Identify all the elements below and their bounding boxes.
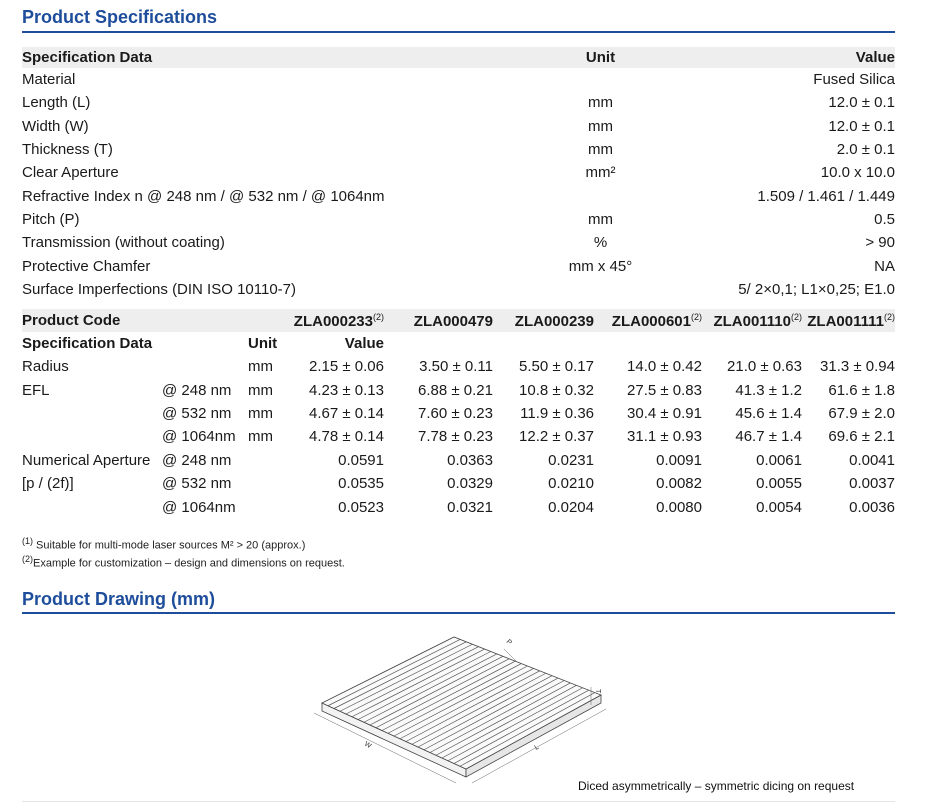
specification-table xyxy=(22,47,895,301)
spec-cell-label: Width (W) xyxy=(22,117,89,135)
pitch-label: P xyxy=(504,638,513,647)
spec-cell-value: NA xyxy=(874,257,895,275)
product-drawing xyxy=(306,617,614,803)
row-value: 4.23 ± 0.13 xyxy=(309,381,384,399)
row-value: 0.0055 xyxy=(756,475,802,493)
row-value: 0.0329 xyxy=(447,475,493,493)
title-underline xyxy=(22,31,895,33)
spec-cell-value: 0.5 xyxy=(874,210,895,228)
spec-cell-unit: mm xyxy=(588,94,613,112)
row-value: 0.0210 xyxy=(548,475,594,493)
spec-cell-unit: mm² xyxy=(585,164,616,182)
spec-cell-label: Protective Chamfer xyxy=(22,257,151,275)
row-value: 6.88 ± 0.21 xyxy=(418,381,493,399)
spec-header-label: Specification Data xyxy=(22,49,153,66)
row-value: 61.6 ± 1.8 xyxy=(828,381,895,399)
product-code-footnote: (2) xyxy=(373,311,384,322)
row-value: 0.0231 xyxy=(548,451,594,469)
spec-row xyxy=(22,91,895,114)
spec-row xyxy=(22,68,895,91)
row-value: 10.8 ± 0.32 xyxy=(519,381,594,399)
row-unit: mm xyxy=(248,428,273,446)
row-value: 5.50 ± 0.17 xyxy=(519,358,594,376)
row-value: 0.0535 xyxy=(338,475,384,493)
row-value: 41.3 ± 1.2 xyxy=(735,381,802,399)
row-condition: @ 248 nm xyxy=(162,381,232,399)
row-value: 0.0036 xyxy=(849,498,895,516)
spec-cell-label: Transmission (without coating) xyxy=(22,234,225,252)
product-spec-header-row xyxy=(22,332,895,355)
row-value: 0.0037 xyxy=(849,475,895,493)
product-code-cell xyxy=(802,312,895,330)
spec-row xyxy=(22,254,895,277)
lens-array-drawing xyxy=(306,617,614,803)
row-value: 31.1 ± 0.93 xyxy=(627,428,702,446)
spec-cell-value: > 90 xyxy=(865,234,895,252)
row-unit: mm xyxy=(248,381,273,399)
spec-row xyxy=(22,138,895,161)
spec-row xyxy=(22,278,895,301)
footnote-text: Example for customization – design and dimensions on request. xyxy=(33,557,345,570)
product-data-row xyxy=(22,472,895,495)
row-value: 0.0061 xyxy=(756,451,802,469)
product-code: ZLA000601 xyxy=(611,312,691,330)
row-value: 46.7 ± 1.4 xyxy=(735,428,802,446)
row-value: 4.78 ± 0.14 xyxy=(309,428,384,446)
drawing-caption: Diced asymmetrically – symmetric dicing on request xyxy=(578,779,855,793)
spec-cell-unit: mm x 45° xyxy=(568,257,633,275)
row-value: 0.0054 xyxy=(756,498,802,516)
row-value: 0.0204 xyxy=(548,498,594,516)
row-label: EFL xyxy=(22,381,50,399)
footnote-2 xyxy=(22,554,345,572)
spec-cell-value: 2.0 ± 0.1 xyxy=(836,141,895,159)
spec-cell-value: 10.0 x 10.0 xyxy=(820,164,895,182)
product-code: ZLA001111 xyxy=(807,312,884,330)
row-value: 7.78 ± 0.23 xyxy=(418,428,493,446)
row-value: 0.0091 xyxy=(656,451,702,469)
row-label: Numerical Aperture xyxy=(22,451,151,469)
row-value: 0.0321 xyxy=(447,498,493,516)
drawing-title-underline xyxy=(22,612,895,614)
spec-row xyxy=(22,161,895,184)
product-data-row xyxy=(22,495,895,518)
product-code-label: Product Code xyxy=(22,312,121,329)
spec-cell-label: Thickness (T) xyxy=(22,141,113,159)
row-value: 0.0363 xyxy=(447,451,493,469)
spec-cell-label: Pitch (P) xyxy=(22,210,80,228)
row-condition: @ 532 nm xyxy=(162,404,232,422)
length-label: L xyxy=(533,743,541,752)
row-value: 21.0 ± 0.63 xyxy=(727,358,802,376)
product-code-row xyxy=(22,309,895,332)
spec-cell-value: 5/ 2×0,1; L1×0,25; E1.0 xyxy=(738,280,895,298)
product-data-row xyxy=(22,402,895,425)
product-value-label: Value xyxy=(344,335,384,352)
row-value: 0.0080 xyxy=(656,498,702,516)
spec-header-value: Value xyxy=(855,49,895,66)
row-value: 27.5 ± 0.83 xyxy=(627,381,702,399)
row-unit: mm xyxy=(248,404,273,422)
footnote-mark: (1) xyxy=(22,536,33,546)
spec-cell-label: Clear Aperture xyxy=(22,164,119,182)
row-label: [p / (2f)] xyxy=(22,475,74,493)
bottom-divider xyxy=(22,801,895,802)
spec-row xyxy=(22,184,895,207)
spec-cell-value: 12.0 ± 0.1 xyxy=(828,117,895,135)
spec-cell-unit: % xyxy=(593,234,608,252)
row-value: 2.15 ± 0.06 xyxy=(309,358,384,376)
row-condition: @ 1064nm xyxy=(162,498,236,516)
product-code-cell xyxy=(702,312,802,330)
section-title-specifications: Product Specifications xyxy=(22,7,218,27)
product-data-row xyxy=(22,378,895,401)
spec-cell-unit: mm xyxy=(588,141,613,159)
row-value: 30.4 ± 0.91 xyxy=(627,404,702,422)
row-unit: mm xyxy=(248,358,273,376)
spec-table-header xyxy=(22,47,895,68)
spec-cell-label: Surface Imperfections (DIN ISO 10110-7) xyxy=(22,280,296,298)
product-data-row xyxy=(22,355,895,378)
row-value: 3.50 ± 0.11 xyxy=(419,358,493,376)
spec-cell-value: Fused Silica xyxy=(813,71,895,89)
row-value: 45.6 ± 1.4 xyxy=(735,404,802,422)
spec-row xyxy=(22,115,895,138)
spec-cell-label: Material xyxy=(22,71,76,89)
row-value: 0.0082 xyxy=(656,475,702,493)
section-title-drawing: Product Drawing (mm) xyxy=(22,589,216,609)
spec-cell-unit: mm xyxy=(588,210,613,228)
plate-top xyxy=(322,637,601,769)
footnotes xyxy=(22,536,345,572)
spec-header-unit: Unit xyxy=(585,49,616,66)
row-value: 0.0041 xyxy=(849,451,895,469)
product-code-cell xyxy=(594,312,702,330)
footnote-mark: (2) xyxy=(22,554,33,564)
product-code-cell xyxy=(384,312,493,330)
spec-cell-value: 12.0 ± 0.1 xyxy=(828,94,895,112)
row-value: 69.6 ± 2.1 xyxy=(828,428,895,446)
row-value: 31.3 ± 0.94 xyxy=(820,358,895,376)
spec-cell-label: Length (L) xyxy=(22,94,91,112)
product-code: ZLA000479 xyxy=(413,312,493,330)
product-code-footnote: (2) xyxy=(691,311,702,322)
row-value: 11.9 ± 0.36 xyxy=(520,404,594,422)
row-value: 0.0591 xyxy=(338,451,384,469)
product-code-cell xyxy=(493,312,594,330)
footnote-text: Suitable for multi-mode laser sources M² > 20 (approx.) xyxy=(33,539,306,552)
row-condition: @ 532 nm xyxy=(162,475,232,493)
spec-row xyxy=(22,208,895,231)
row-value: 0.0523 xyxy=(338,498,384,516)
product-code: ZLA001110 xyxy=(713,312,791,330)
row-value: 12.2 ± 0.37 xyxy=(519,428,594,446)
spec-cell-value: 1.509 / 1.461 / 1.449 xyxy=(757,187,895,205)
row-value: 67.9 ± 2.0 xyxy=(828,404,895,422)
footnote-1 xyxy=(22,536,345,554)
row-condition: @ 1064nm xyxy=(162,428,236,446)
product-spec-label: Specification Data xyxy=(22,335,153,352)
width-label: W xyxy=(363,740,373,751)
row-value: 14.0 ± 0.42 xyxy=(627,358,702,376)
row-label: Radius xyxy=(22,358,69,376)
spec-row xyxy=(22,231,895,254)
product-unit-label: Unit xyxy=(248,335,278,352)
thickness-label: T xyxy=(594,689,601,694)
product-code: ZLA000233 xyxy=(293,312,373,330)
product-data-row xyxy=(22,425,895,448)
product-data-row xyxy=(22,449,895,472)
product-code-cell xyxy=(286,312,384,330)
product-table xyxy=(22,309,895,519)
product-code-footnote: (2) xyxy=(884,311,895,322)
row-condition: @ 248 nm xyxy=(162,451,232,469)
spec-cell-unit: mm xyxy=(588,117,613,135)
product-code-footnote: (2) xyxy=(791,311,802,322)
product-code: ZLA000239 xyxy=(514,312,594,330)
row-value: 7.60 ± 0.23 xyxy=(418,404,493,422)
spec-cell-label: Refractive Index n @ 248 nm / @ 532 nm / @ 1064nm xyxy=(22,187,385,205)
row-value: 4.67 ± 0.14 xyxy=(309,404,384,422)
